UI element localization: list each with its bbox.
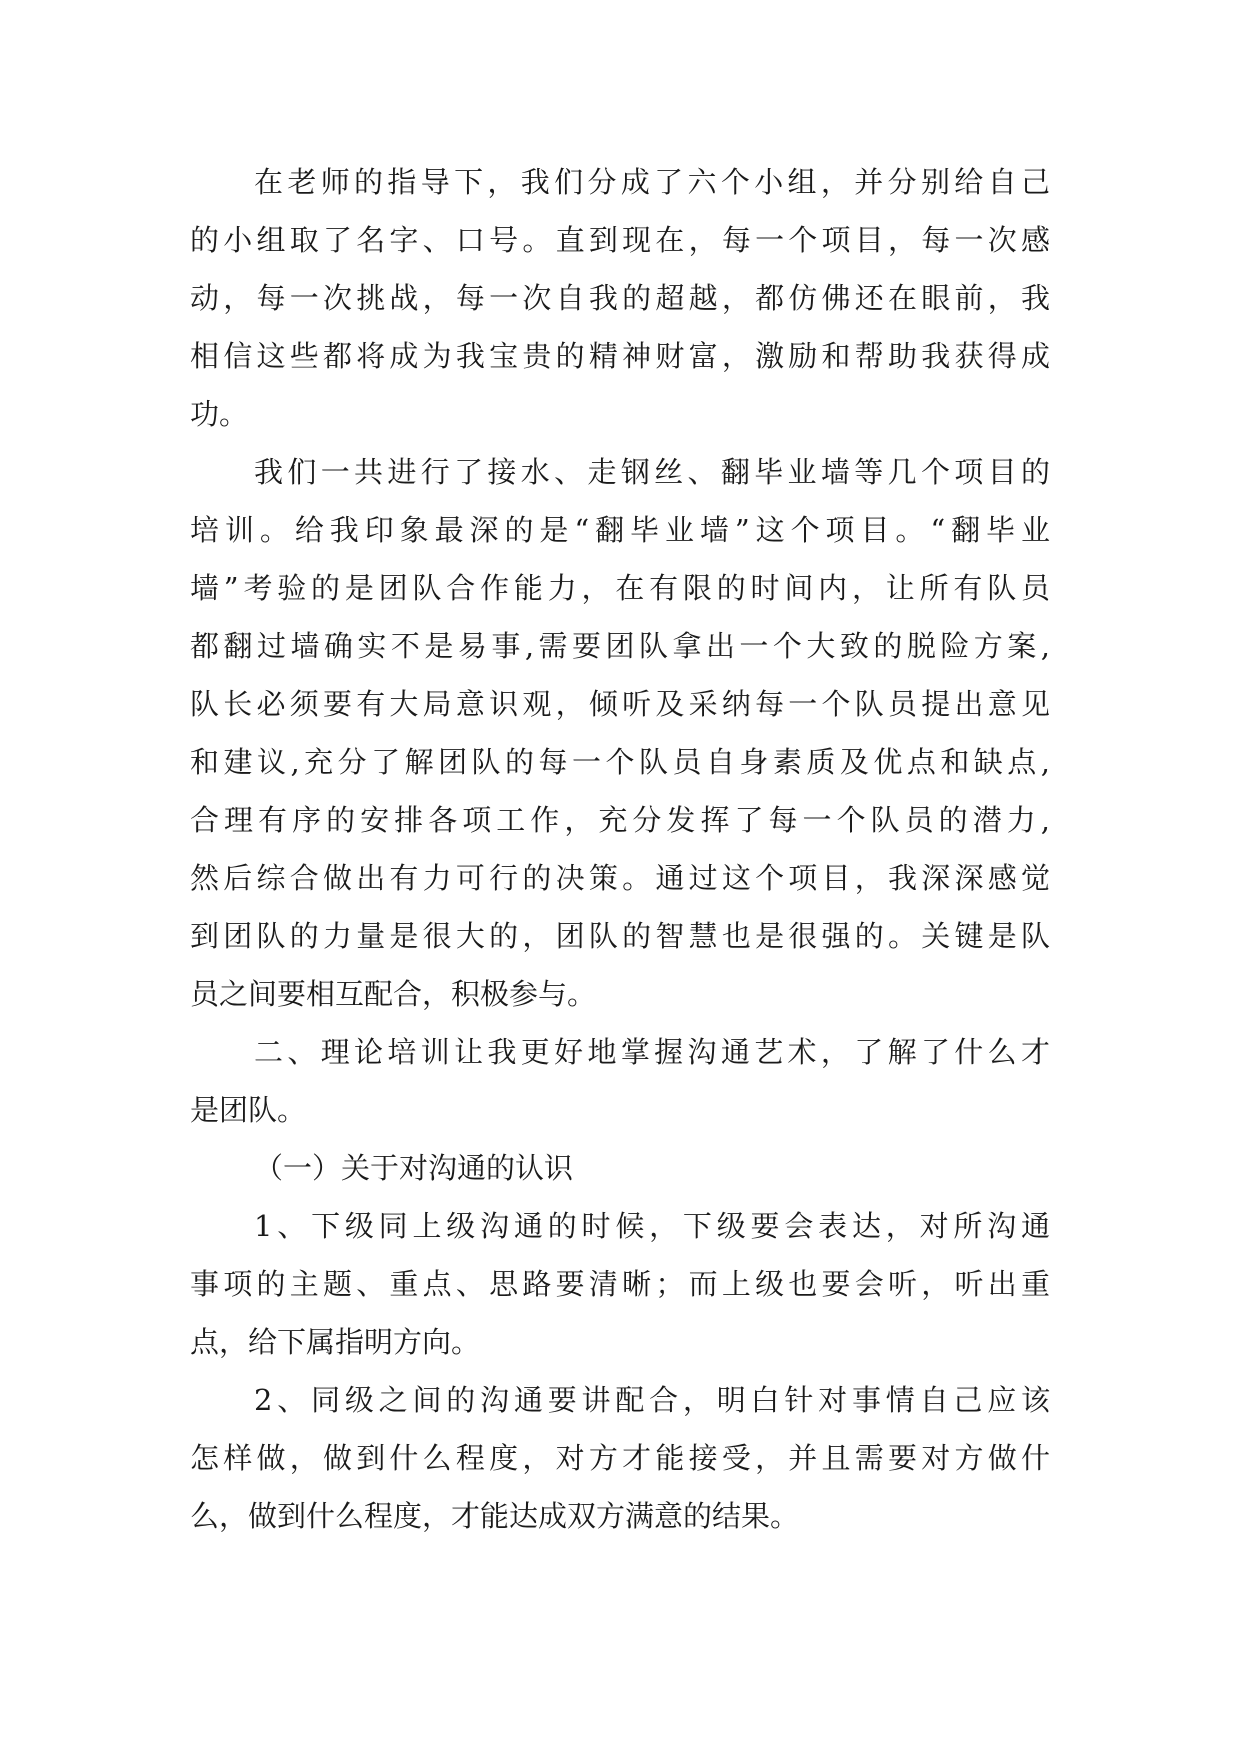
item-2-line-2: 怎样做，做到什么程度，对方才能接受，并且需要对方做什 xyxy=(190,1441,1050,1475)
paragraph-1-line-3: 动，每一次挑战，每一次自我的超越，都仿佛还在眼前，我 xyxy=(190,281,1050,315)
paragraph-2-line-8: 然后综合做出有力可行的决策。通过这个项目，我深深感觉 xyxy=(190,861,1050,895)
paragraph-2-line-1: 我们一共进行了接水、走钢丝、翻毕业墙等几个项目的 xyxy=(254,455,1050,489)
paragraph-1-line-2: 的小组取了名字、口号。直到现在，每一个项目，每一次感 xyxy=(190,223,1050,257)
subsection-heading: （一）关于对沟通的认识 xyxy=(254,1151,574,1185)
item-1-line-3: 点，给下属指明方向。 xyxy=(190,1325,481,1359)
paragraph-1-line-1: 在老师的指导下，我们分成了六个小组，并分别给自己 xyxy=(254,165,1050,199)
paragraph-1-line-5: 功。 xyxy=(190,397,249,431)
item-2-line-1: 2、同级之间的沟通要讲配合，明白针对事情自己应该 xyxy=(254,1383,1050,1417)
paragraph-2-line-4: 都翻过墙确实不是易事,需要团队拿出一个大致的脱险方案, xyxy=(190,629,1050,663)
paragraph-2-line-9: 到团队的力量是很大的，团队的智慧也是很强的。关键是队 xyxy=(190,919,1050,953)
item-2-line-3: 么，做到什么程度，才能达成双方满意的结果。 xyxy=(190,1499,800,1533)
paragraph-2-line-5: 队长必须要有大局意识观，倾听及采纳每一个队员提出意见 xyxy=(190,687,1050,721)
item-1-line-1: 1、下级同上级沟通的时候，下级要会表达，对所沟通 xyxy=(254,1209,1050,1243)
paragraph-2-line-7: 合理有序的安排各项工作，充分发挥了每一个队员的潜力, xyxy=(190,803,1050,837)
paragraph-2-line-2: 培训。给我印象最深的是“翻毕业墙”这个项目。“翻毕业 xyxy=(190,513,1050,547)
item-1-line-2: 事项的主题、重点、思路要清晰；而上级也要会听，听出重 xyxy=(190,1267,1050,1301)
paragraph-2-line-3: 墙”考验的是团队合作能力，在有限的时间内，让所有队员 xyxy=(190,571,1050,605)
section-heading-line-2: 是团队。 xyxy=(190,1093,307,1127)
paragraph-1-line-4: 相信这些都将成为我宝贵的精神财富，激励和帮助我获得成 xyxy=(190,339,1050,373)
document-body xyxy=(190,153,1050,1545)
section-heading-line-1: 二、理论培训让我更好地掌握沟通艺术，了解了什么才 xyxy=(254,1035,1050,1069)
paragraph-2-line-10: 员之间要相互配合，积极参与。 xyxy=(190,977,597,1011)
paragraph-2-line-6: 和建议,充分了解团队的每一个队员自身素质及优点和缺点, xyxy=(190,745,1050,779)
